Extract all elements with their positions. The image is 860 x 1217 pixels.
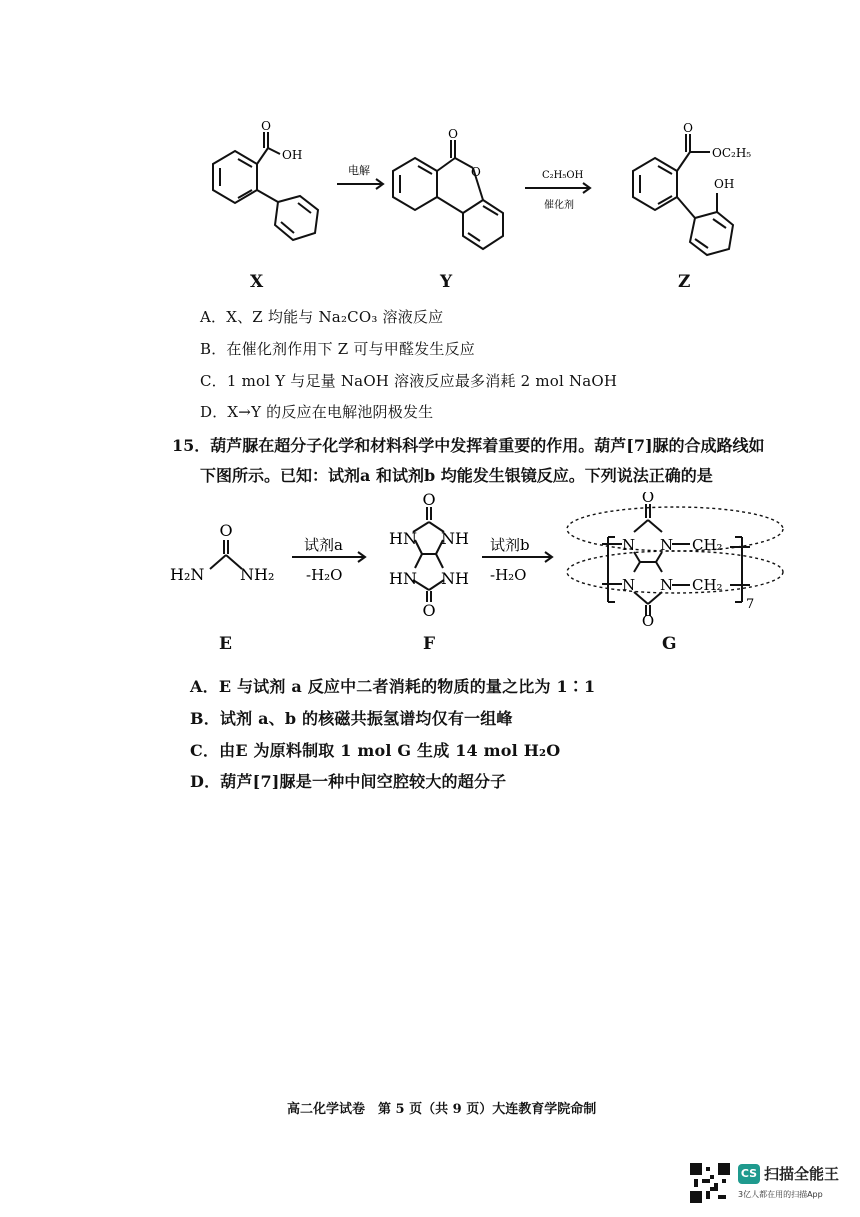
scanner-watermark xyxy=(690,1160,850,1206)
q14-y-carbonyl-o: O xyxy=(448,127,458,141)
q14-option-a: A．X、Z 均能与 Na₂CO₃ 溶液反应 xyxy=(200,308,444,326)
q15-f-o-top: O xyxy=(422,492,436,509)
q15-option-c: C．由E 为原料制取 1 mol G 生成 14 mol H₂O xyxy=(190,741,561,760)
q15-arrow1-bottom: -H₂O xyxy=(306,566,343,584)
q15-option-a: A．E 与试剂 a 反应中二者消耗的物质的量之比为 1∶1 xyxy=(190,677,596,696)
q14-label-x: X xyxy=(250,272,264,292)
q15-f-nh-top: NH xyxy=(441,529,469,548)
q15-f-hn-bottom: HN xyxy=(389,569,417,588)
q15-stem-line1: 15．葫芦脲在超分子化学和材料科学中发挥着重要的作用。葫芦[7]脲的合成路线如 xyxy=(172,436,765,455)
q15-f-nh-bottom: NH xyxy=(441,569,469,588)
scanner-app-title: 扫描全能王 xyxy=(764,1165,840,1183)
q15-f-hn-top: HN xyxy=(389,529,417,548)
q15-label-e: E xyxy=(219,634,232,654)
q15-option-b: B．试剂 a、b 的核磁共振氢谱均仅有一组峰 xyxy=(190,709,513,728)
q15-g-n-top-left: N xyxy=(622,536,636,554)
q14-z-oh: OH xyxy=(714,177,735,191)
q14-label-y: Y xyxy=(440,272,453,292)
q15-g-n-bottom-right: N xyxy=(660,576,674,594)
q15-label-g: G xyxy=(662,634,677,654)
q15-g-ch2-top: CH₂ xyxy=(692,536,723,554)
q14-z-carbonyl-o: O xyxy=(683,121,693,135)
q14-reaction-scheme xyxy=(180,118,800,268)
q15-g-n-bottom-left: N xyxy=(622,576,636,594)
q15-arrow1-top: 试剂a xyxy=(304,536,343,554)
qr-code-icon xyxy=(690,1163,730,1203)
q15-label-f: F xyxy=(423,634,436,654)
q14-arrow2-top: C₂H₅OH xyxy=(542,170,584,181)
q15-g-n-top-right: N xyxy=(660,536,674,554)
q15-e-nh2: NH₂ xyxy=(240,565,275,584)
q15-option-d: D．葫芦[7]脲是一种中间空腔较大的超分子 xyxy=(190,772,507,791)
q15-e-h2n: H₂N xyxy=(170,565,205,584)
q14-option-b: B．在催化剂作用下 Z 可与甲醛发生反应 xyxy=(200,340,475,358)
q14-z-oc2h5: OC₂H₅ xyxy=(712,146,752,160)
q14-x-carbonyl-o: O xyxy=(261,119,271,133)
q15-arrow2-bottom: -H₂O xyxy=(490,566,527,584)
q15-reaction-scheme xyxy=(160,492,790,632)
scanner-app-subtitle: 3亿人都在用的扫描App xyxy=(738,1190,823,1199)
q14-y-ring-o: O xyxy=(471,165,481,179)
page-footer: 高二化学试卷 第 5 页（共 9 页）大连教育学院命制 xyxy=(287,1102,597,1117)
q15-g-subscript: 7 xyxy=(746,597,755,612)
q14-label-z: Z xyxy=(678,272,691,292)
q15-g-o-bottom: O xyxy=(641,612,655,630)
q14-x-oh: OH xyxy=(282,148,303,162)
q14-option-c: C．1 mol Y 与足量 NaOH 溶液反应最多消耗 2 mol NaOH xyxy=(200,372,618,390)
cs-badge-icon: CS xyxy=(738,1164,760,1184)
q15-g-ch2-bottom: CH₂ xyxy=(692,576,723,594)
q15-stem-line2: 下图所示。已知：试剂a 和试剂b 均能发生银镜反应。下列说法正确的是 xyxy=(200,466,713,485)
q15-g-o-top: O xyxy=(641,492,655,506)
q14-option-d: D．X→Y 的反应在电解池阴极发生 xyxy=(200,403,434,421)
q15-arrow2-top: 试剂b xyxy=(490,536,530,554)
q14-arrow2-bottom: 催化剂 xyxy=(544,200,574,211)
q14-arrow1-label: 电解 xyxy=(348,164,370,177)
q15-e-o: O xyxy=(219,521,233,540)
q15-f-o-bottom: O xyxy=(422,601,436,620)
